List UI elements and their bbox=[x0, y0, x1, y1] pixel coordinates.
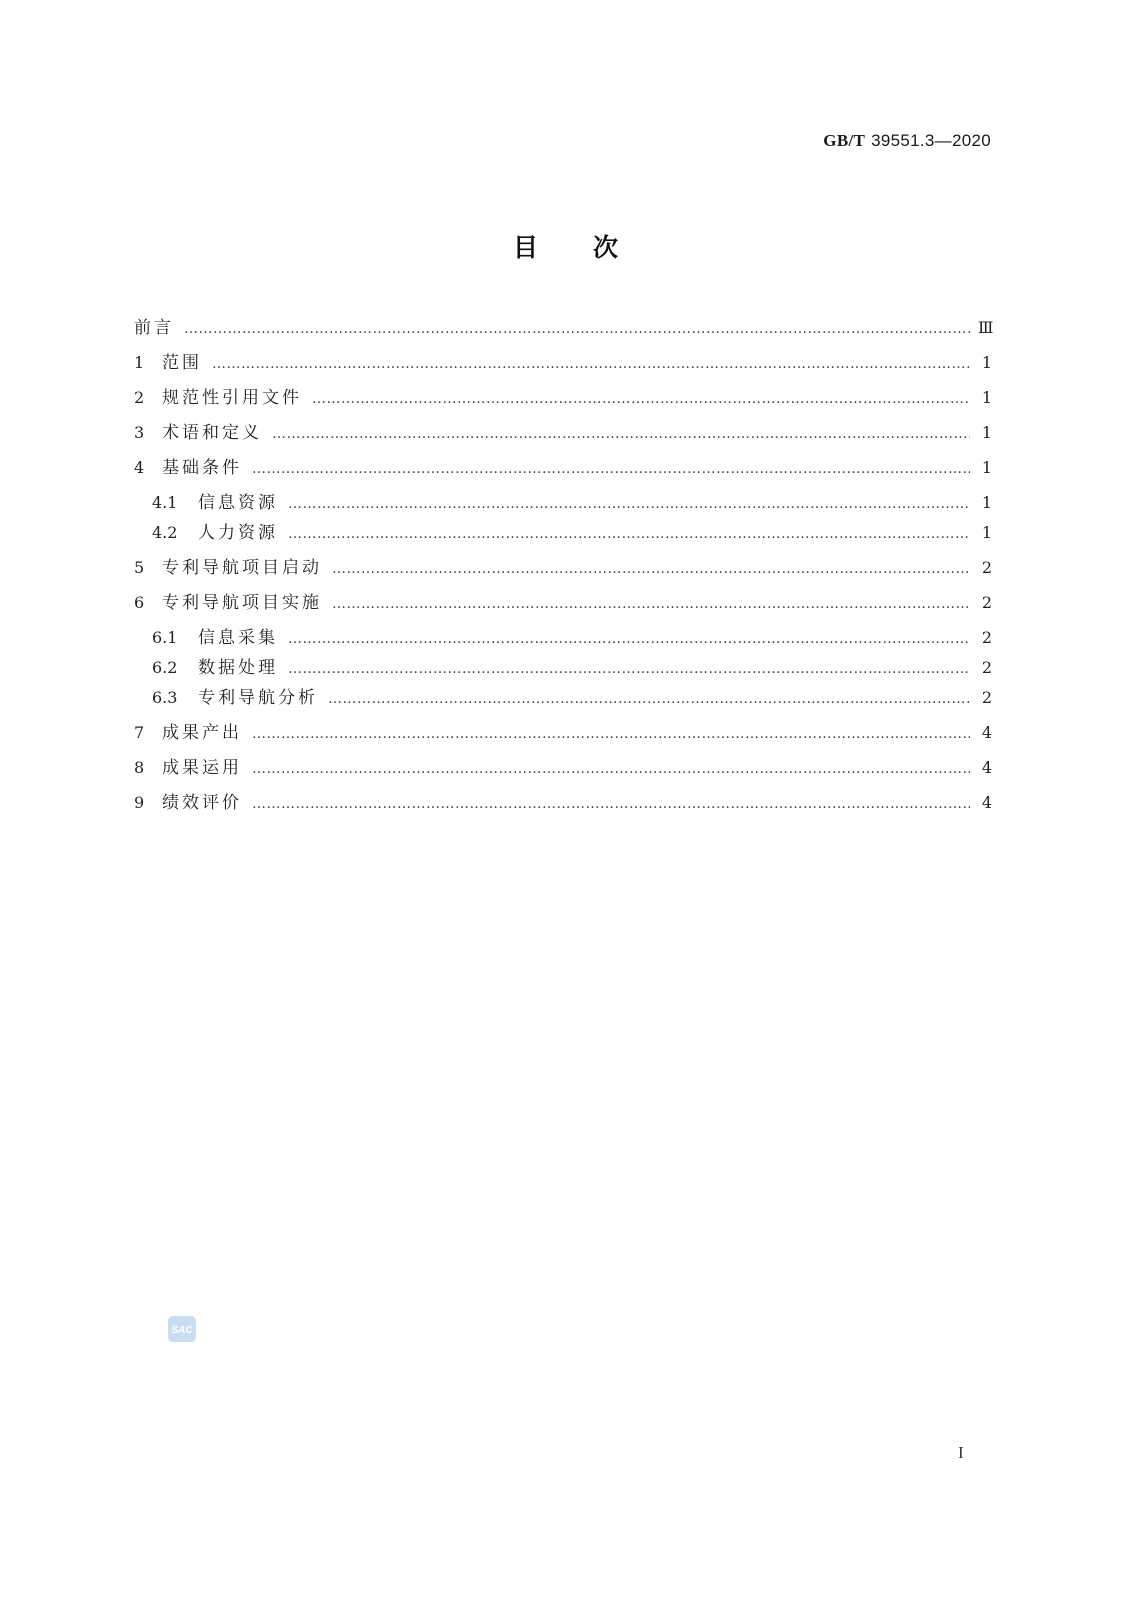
toc-entry-label: 规范性引用文件 bbox=[162, 388, 302, 408]
toc-leader-dots bbox=[252, 458, 970, 480]
standard-prefix: GB/T bbox=[823, 131, 866, 150]
toc-entry-page: 2 bbox=[981, 628, 992, 647]
toc-entry-number: 8 bbox=[134, 758, 145, 777]
toc-entry-page: Ⅲ bbox=[978, 318, 994, 337]
toc-entry-9[interactable] bbox=[134, 792, 992, 815]
toc-entry-4-1[interactable] bbox=[134, 492, 992, 515]
toc-entry-number: 9 bbox=[134, 793, 145, 812]
toc-entry-label: 专利导航项目启动 bbox=[162, 558, 322, 578]
toc-entry-number: 1 bbox=[134, 353, 145, 372]
toc-leader-dots bbox=[328, 688, 970, 710]
toc-entry-6-3[interactable] bbox=[134, 687, 992, 710]
toc-entry-label: 专利导航项目实施 bbox=[162, 593, 322, 613]
toc-entry-number: 6.1 bbox=[152, 628, 178, 647]
toc-entry-3[interactable] bbox=[134, 422, 992, 445]
toc-leader-dots bbox=[312, 388, 970, 410]
toc-entry-label: 成果运用 bbox=[162, 758, 242, 778]
standard-code bbox=[823, 131, 991, 151]
toc-leader-dots bbox=[252, 793, 970, 815]
toc-entry-page: 4 bbox=[981, 793, 992, 812]
toc-entry-page: 1 bbox=[981, 388, 992, 407]
toc-entry-label: 绩效评价 bbox=[162, 793, 242, 813]
toc-leader-dots bbox=[252, 758, 970, 780]
toc-leader-dots bbox=[288, 628, 970, 650]
toc-entry-label: 专利导航分析 bbox=[198, 688, 318, 708]
toc-leader-dots bbox=[184, 318, 970, 340]
toc-entry-number: 4.1 bbox=[152, 493, 178, 512]
toc-entry-number: 5 bbox=[134, 558, 145, 577]
toc-entry-label: 数据处理 bbox=[198, 658, 278, 678]
toc-leader-dots bbox=[212, 353, 970, 375]
toc-entry-number: 6 bbox=[134, 593, 145, 612]
toc-entry-6-2[interactable] bbox=[134, 657, 992, 680]
toc-leader-dots bbox=[332, 558, 970, 580]
toc-entry-7[interactable] bbox=[134, 722, 992, 745]
toc-entry-page: 2 bbox=[981, 593, 992, 612]
toc-entry-number: 6.3 bbox=[152, 688, 178, 707]
toc-leader-dots bbox=[252, 723, 970, 745]
toc-entry-page: 1 bbox=[981, 458, 992, 477]
page-title: 目次 bbox=[512, 233, 673, 262]
toc-entry-page: 2 bbox=[981, 658, 992, 677]
toc-entry-number: 2 bbox=[134, 388, 145, 407]
toc-entry-page: 4 bbox=[981, 758, 992, 777]
toc-entry-page: 4 bbox=[981, 723, 992, 742]
toc-entry-number: 4 bbox=[134, 458, 145, 477]
toc-entry-page: 2 bbox=[981, 558, 992, 577]
toc-entry-number: 3 bbox=[134, 423, 145, 442]
toc-entry-label: 信息采集 bbox=[198, 628, 278, 648]
toc-entry-8[interactable] bbox=[134, 757, 992, 780]
toc-entry-page: 1 bbox=[981, 493, 992, 512]
toc-entry-2[interactable] bbox=[134, 387, 992, 410]
toc-entry-page: 1 bbox=[981, 353, 992, 372]
toc-entry-label: 成果产出 bbox=[162, 723, 242, 743]
sac-logo-text: SAC bbox=[171, 1325, 193, 1336]
toc-entry-label: 信息资源 bbox=[198, 493, 278, 513]
toc-entry-foreword[interactable] bbox=[134, 317, 992, 340]
standard-number: 39551.3—2020 bbox=[871, 131, 991, 150]
toc-entry-number: 7 bbox=[134, 723, 145, 742]
toc-entry-6[interactable] bbox=[134, 592, 992, 615]
toc-entry-page: 2 bbox=[981, 688, 992, 707]
toc-entry-number: 6.2 bbox=[152, 658, 178, 677]
toc-entry-number: 4.2 bbox=[152, 523, 178, 542]
toc-leader-dots bbox=[288, 658, 970, 680]
toc-leader-dots bbox=[288, 493, 970, 515]
toc-entry-1[interactable] bbox=[134, 352, 992, 375]
toc-leader-dots bbox=[332, 593, 970, 615]
toc-entry-label: 人力资源 bbox=[198, 523, 278, 543]
toc-entry-page: 1 bbox=[981, 523, 992, 542]
toc-leader-dots bbox=[272, 423, 970, 445]
table-of-contents bbox=[134, 317, 992, 815]
toc-entry-label: 基础条件 bbox=[162, 458, 242, 478]
sac-logo-icon bbox=[167, 1315, 197, 1343]
page-number: I bbox=[958, 1443, 964, 1462]
toc-entry-6-1[interactable] bbox=[134, 627, 992, 650]
toc-entry-label: 术语和定义 bbox=[162, 423, 262, 443]
toc-entry-5[interactable] bbox=[134, 557, 992, 580]
toc-entry-label: 范围 bbox=[162, 353, 202, 373]
toc-leader-dots bbox=[288, 523, 970, 545]
toc-entry-4-2[interactable] bbox=[134, 522, 992, 545]
toc-entry-page: 1 bbox=[981, 423, 992, 442]
toc-entry-4[interactable] bbox=[134, 457, 992, 480]
toc-entry-label: 前言 bbox=[134, 318, 174, 338]
